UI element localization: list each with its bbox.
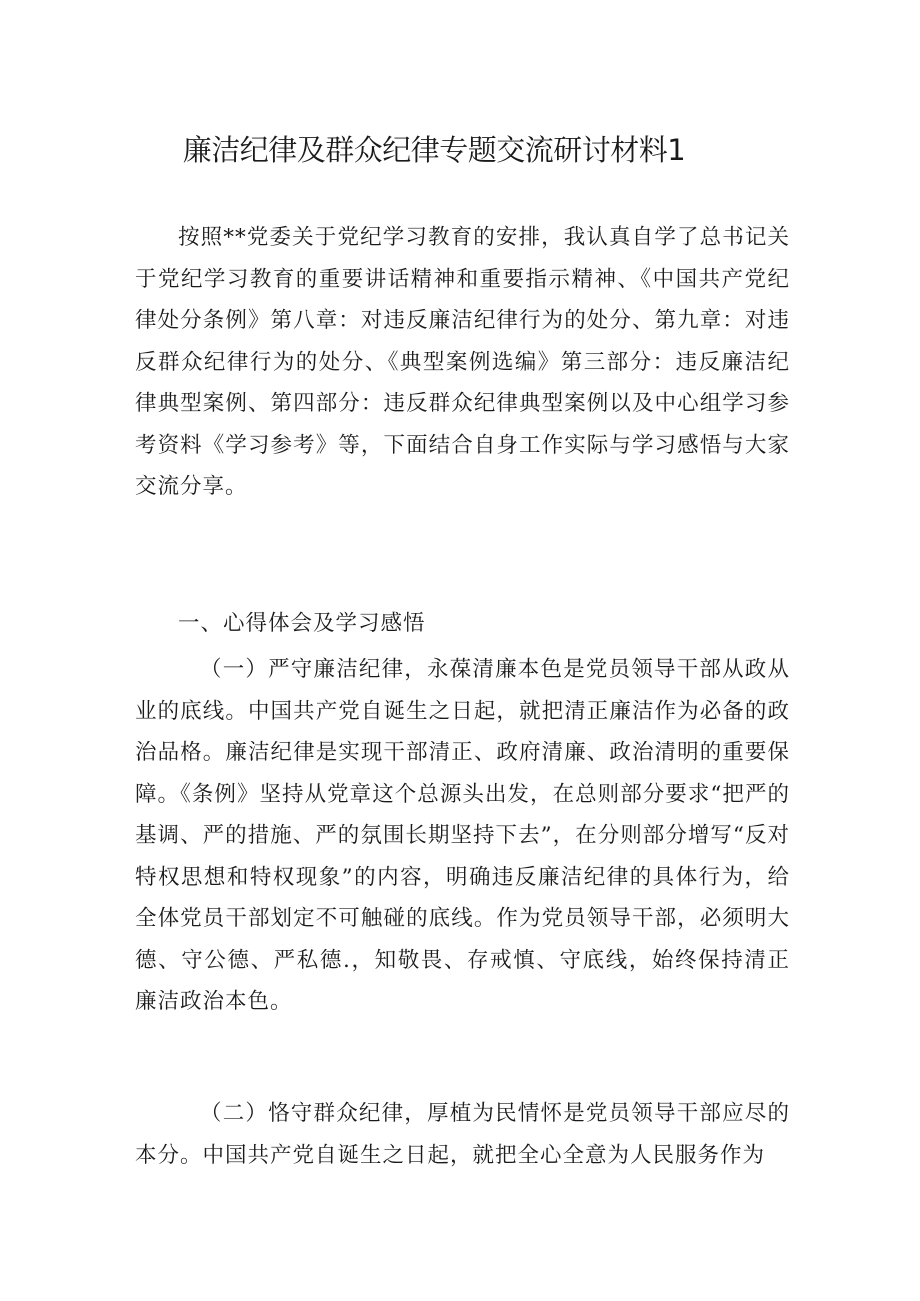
section-heading: 一、心得体会及学习感悟 [178, 611, 426, 636]
document-title: 廉洁纪律及群众纪律专题交流研讨材料1 [182, 133, 686, 167]
section-2-paragraph: （二）恪守群众纪律，厚植为民情怀是党员领导干部应尽的本分。中国共产党自诞生之日起，就把全心全意为人民服务作为 [135, 1101, 790, 1168]
section-1-paragraph: （一）严守廉洁纪律，永葆清廉本色是党员领导干部从政从业的底线。中国共产党自诞生之日起，就把清正廉洁作为必备的政治品格。廉洁纪律是实现干部清正、政府清廉、政治清明的重要保障。《条例》坚持从党章这个总源头出发，在总则部分要求“把严的基调、严的措施、严的氛围长期坚持下去”，在分则部分增写“反对特权思想和特权现象”的内容，明确违反廉洁纪律的具体行为，给全体党员干部划定不可触碰的底线。作为党员领导干部，必须明大德、守公德、严私德.，知敬畏、存戒慎、守底线，始终保持清正廉洁政治本色。 [135, 657, 790, 1014]
intro-paragraph: 按照**党委关于党纪学习教育的安排，我认真自学了总书记关于党纪学习教育的重要讲话精神和重要指示精神、《中国共产党纪律处分条例》第八章：对违反廉洁纪律行为的处分、第九章：对违反群众纪律行为的处分、《典型案例选编》第三部分：违反廉洁纪律典型案例、第四部分：违反群众纪律典型案例以及中心组学习参考资料《学习参考》等，下面结合自身工作实际与学习感悟与大家交流分享。 [135, 225, 790, 499]
